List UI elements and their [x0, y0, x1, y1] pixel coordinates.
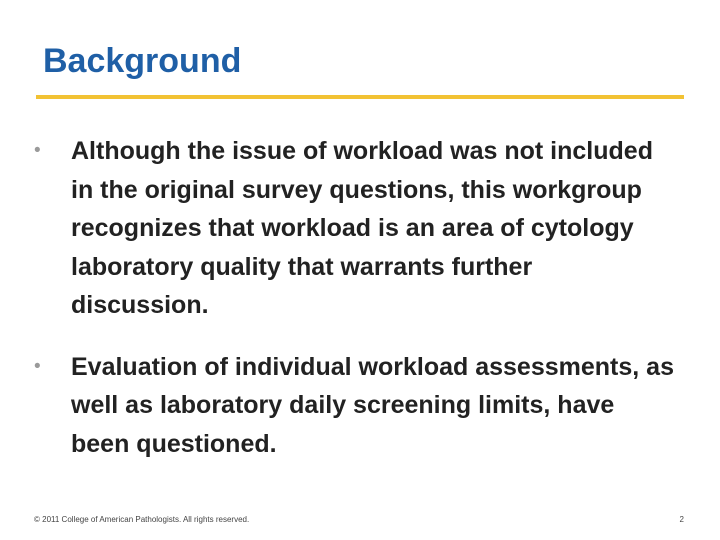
title-divider — [36, 95, 684, 99]
slide-title: Background — [43, 42, 242, 80]
bullet-marker: • — [34, 140, 41, 161]
bullet-text: Evaluation of individual workload assessments, as well as laboratory daily screening limits, have been questioned. — [71, 352, 674, 458]
bullet-marker: • — [34, 355, 41, 377]
page-number: 2 — [679, 515, 684, 524]
bullet-item-workload-assessments — [34, 348, 674, 464]
bullet-item-workload-survey — [34, 132, 674, 325]
bullet-list — [34, 132, 674, 486]
footer-copyright: © 2011 College of American Pathologists. All rights reserved. — [34, 515, 250, 524]
bullet-text: Although the issue of workload was not included in the original survey questions, this workgroup recognizes that workload is an area of cytology laboratory quality that warrants further discussion. — [71, 137, 653, 319]
